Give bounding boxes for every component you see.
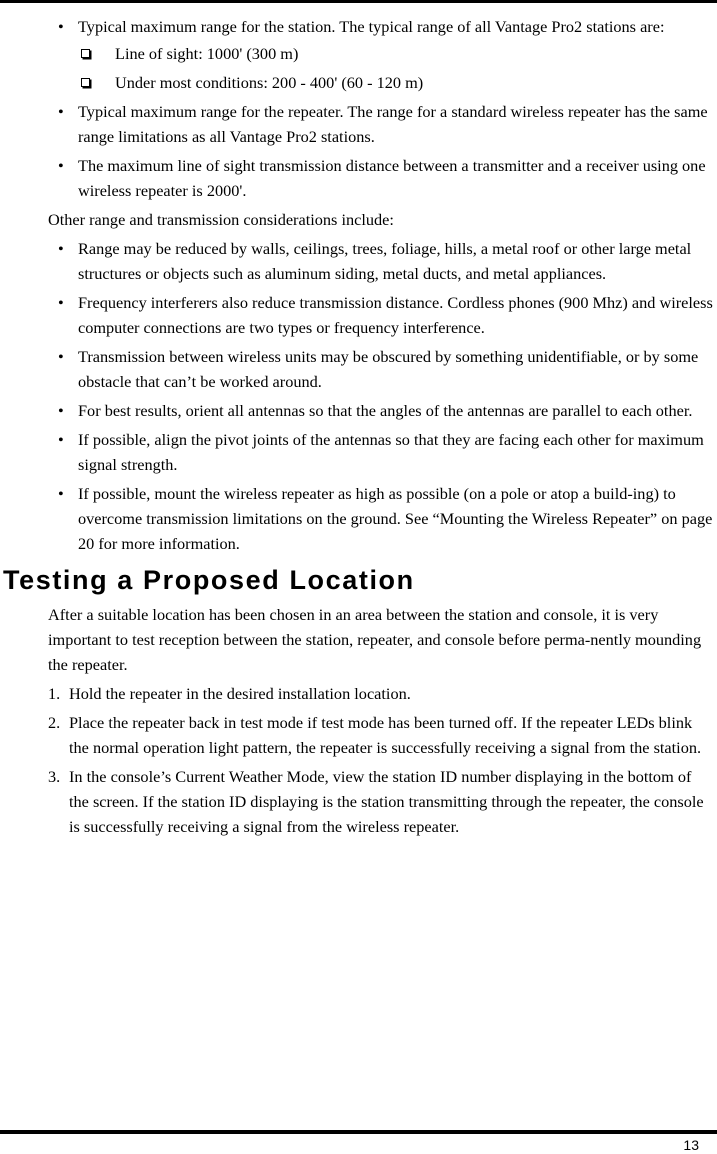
- section-intro: After a suitable location has been chosen in an area between the station and console, it is very important to test reception between the station, repeater, and console before perma-nently mounding the repeater.: [48, 605, 702, 674]
- bottom-rule: [0, 1130, 717, 1134]
- checkbox-bullet-icon: [81, 49, 90, 58]
- list-item: [48, 99, 713, 149]
- bullet-marker: •: [58, 102, 64, 121]
- bullet-text: Typical maximum range for the station. The typical range of all Vantage Pro2 stations are:: [78, 17, 665, 36]
- section-heading: Testing a Proposed Location: [3, 565, 415, 595]
- bullet-marker: •: [58, 347, 64, 366]
- list-item: [48, 344, 713, 394]
- bullet-text: Transmission between wireless units may be obscured by something unidentifiable, or by some obstacle that can’t be worked around.: [78, 347, 699, 391]
- sub-bullet-text: Line of sight: 1000' (300 m): [115, 44, 299, 63]
- list-item: [78, 41, 713, 66]
- step-item: [48, 764, 713, 839]
- steps-list: [48, 681, 713, 839]
- step-text: Hold the repeater in the desired installation location.: [69, 684, 411, 703]
- checkbox-bullet-icon: [81, 78, 90, 87]
- considerations-bullet-list: [48, 236, 713, 556]
- top-rule: [0, 0, 717, 3]
- range-bullet-list: [48, 14, 713, 203]
- step-item: [48, 681, 713, 706]
- page-number: 13: [683, 1137, 699, 1153]
- sub-bullet-text: Under most conditions: 200 - 400' (60 - 120 m): [115, 73, 424, 92]
- step-item: [48, 710, 713, 760]
- step-text: In the console’s Current Weather Mode, view the station ID number displaying in the bottom of the screen. If the station ID displaying is the station transmitting through the repeater, the console is successfully receiving a signal from the wireless repeater.: [69, 767, 704, 836]
- list-item: [78, 70, 713, 95]
- sub-bullet-list: [78, 41, 713, 95]
- bullet-marker: •: [58, 430, 64, 449]
- bullet-text: If possible, mount the wireless repeater as high as possible (on a pole or atop a build-ing) to overcome transmission limitations on the ground. See “Mounting the Wireless Repeater” on page 20 for more information.: [78, 484, 713, 553]
- bullet-text: If possible, align the pivot joints of the antennas so that they are facing each other for maximum signal strength.: [78, 430, 704, 474]
- bullet-text: For best results, orient all antennas so that the angles of the antennas are parallel to each other.: [78, 401, 693, 420]
- bullet-marker: •: [58, 401, 64, 420]
- bullet-text: Range may be reduced by walls, ceilings, trees, foliage, hills, a metal roof or other large metal structures or objects such as aluminum siding, metal ducts, and metal appliances.: [78, 239, 692, 283]
- bullet-marker: •: [58, 484, 64, 503]
- list-item: [48, 153, 713, 203]
- list-item: [48, 290, 713, 340]
- bullet-text: Typical maximum range for the repeater. The range for a standard wireless repeater has the same range limitations as all Vantage Pro2 stations.: [78, 102, 708, 146]
- bullet-marker: •: [58, 17, 64, 36]
- list-item: [48, 427, 713, 477]
- step-number: 2.: [48, 713, 61, 732]
- list-item: [48, 398, 713, 423]
- bullet-marker: •: [58, 293, 64, 312]
- step-number: 1.: [48, 684, 61, 703]
- bullet-text: The maximum line of sight transmission distance between a transmitter and a receiver using one wireless repeater is 2000'.: [78, 156, 706, 200]
- bullet-marker: •: [58, 156, 64, 175]
- list-item: [48, 14, 713, 95]
- step-text: Place the repeater back in test mode if test mode has been turned off. If the repeater LEDs blink the normal operation light pattern, the repeater is successfully receiving a signal from the station.: [69, 713, 702, 757]
- list-item: [48, 481, 713, 556]
- bullet-marker: •: [58, 239, 64, 258]
- list-item: [48, 236, 713, 286]
- page-content: [3, 14, 713, 843]
- considerations-intro: Other range and transmission considerations include:: [48, 210, 394, 229]
- step-number: 3.: [48, 767, 61, 786]
- bullet-text: Frequency interferers also reduce transmission distance. Cordless phones (900 Mhz) and wireless computer connections are two types or frequency interference.: [78, 293, 713, 337]
